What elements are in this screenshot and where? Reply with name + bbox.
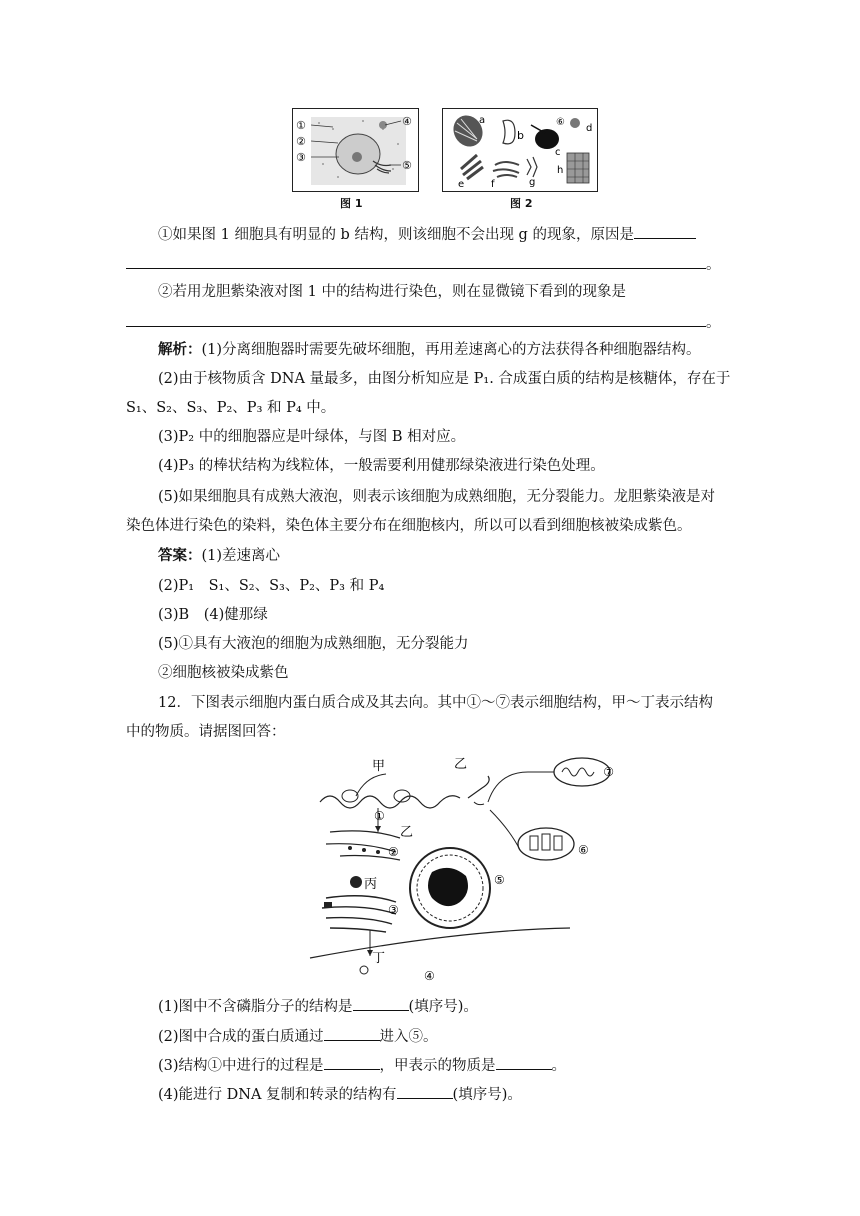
fig2-label-b: b [517, 129, 524, 142]
diagram-label-5: ⑤ [494, 873, 505, 887]
diagram-label-yi-top: 乙 [454, 757, 468, 772]
answer-label: 答案： [158, 547, 202, 564]
question-line [158, 224, 696, 245]
fig1-label-1: ① [296, 119, 306, 132]
answer-line [158, 546, 280, 566]
question-line [126, 312, 721, 333]
question-text: ，甲表示的物质是 [379, 1058, 496, 1074]
diagram-label-1: ① [374, 809, 385, 823]
question-text: (填序号)。 [452, 1087, 522, 1103]
diagram-label-6: ⑥ [578, 843, 589, 857]
answer-blank [634, 224, 696, 239]
analysis-line [158, 340, 701, 360]
answer-line: (3)B (4)健那绿 [158, 607, 268, 623]
question-text: (2)图中合成的蛋白质通过 [158, 1029, 324, 1045]
figure-1-caption: 图 1 [340, 197, 363, 210]
question-12-intro: 12．下图表示细胞内蛋白质合成及其去向。其中①～⑦表示细胞结构，甲～丁表示结构 [158, 695, 713, 711]
analysis-line: S₁、S₂、S₃、P₂、P₃ 和 P₄ 中。 [126, 400, 336, 416]
question-text: 。 [706, 257, 721, 273]
question-12-item [158, 1084, 522, 1105]
protein-synthesis-diagram [300, 752, 620, 982]
organelle-diagram-figure-2 [443, 109, 597, 191]
diagram-label-ding: 丁 [372, 951, 386, 966]
diagram-label-3: ③ [388, 903, 399, 917]
answer-blank [397, 1084, 453, 1099]
analysis-line: (4)P₃ 的棒状结构为线粒体，一般需要利用健那绿染液进行染色处理。 [158, 458, 605, 474]
analysis-line: (2)由于核物质含 DNA 量最多，由图分析知应是 P₁. 合成蛋白质的结构是核糖体，存在于 [158, 371, 731, 387]
question-line [126, 254, 721, 275]
question-12-item [158, 1026, 438, 1047]
diagram-label-jia: 甲 [372, 759, 386, 774]
answer-blank [496, 1055, 552, 1070]
answer-line: (5)①具有大液泡的细胞为成熟细胞，无分裂能力 [158, 636, 469, 652]
question-text: (4)能进行 DNA 复制和转录的结构有 [158, 1087, 397, 1103]
fig1-label-4: ④ [402, 115, 412, 128]
fig1-label-2: ② [296, 135, 306, 148]
question-text: ②若用龙胆紫染液对图 1 中的结构进行染色，则在显微镜下看到的现象是 [158, 284, 626, 300]
answer-blank [324, 1055, 380, 1070]
fig1-label-5: ⑤ [402, 159, 412, 172]
answer-blank [353, 996, 409, 1011]
answer-blank [324, 1026, 380, 1041]
question-text: 进入⑤。 [379, 1029, 438, 1045]
analysis-line: 染色体进行染色的染料，染色体主要分布在细胞核内，所以可以看到细胞核被染成紫色。 [126, 518, 692, 534]
answer-text: (1)差速离心 [201, 548, 281, 564]
question-12-intro: 中的物质。请据图回答： [126, 724, 286, 740]
question-text: (1)图中不含磷脂分子的结构是 [158, 999, 353, 1015]
fig2-label-d: d [586, 123, 593, 134]
diagram-label-4: ④ [424, 969, 435, 982]
analysis-line: (3)P₂ 中的细胞器应是叶绿体，与图 B 相对应。 [158, 429, 466, 445]
question-text: (填序号)。 [408, 999, 478, 1015]
question-text: ①如果图 1 细胞具有明显的 b 结构，则该细胞不会出现 g 的现象，原因是 [158, 227, 634, 243]
analysis-line: (5)如果细胞具有成熟大液泡，则表示该细胞为成熟细胞，无分裂能力。龙胆紫染液是对 [158, 489, 716, 505]
answer-line: (2)P₁ S₁、S₂、S₃、P₂、P₃ 和 P₄ [158, 578, 385, 594]
fig2-label-g: g [529, 177, 536, 188]
answer-blank [126, 312, 706, 327]
question-text: (3)结构①中进行的过程是 [158, 1058, 324, 1074]
fig2-label-e: e [458, 179, 465, 190]
analysis-text: (1)分离细胞器时需要先破坏细胞，再用差速离心的方法获得各种细胞器结构。 [201, 342, 701, 358]
question-text: 。 [551, 1058, 567, 1074]
diagram-label-bing: 丙 [364, 877, 378, 892]
question-12-item [158, 996, 478, 1017]
figure-2 [442, 108, 598, 192]
fig2-label-h: h [557, 165, 564, 176]
question-text: 。 [706, 315, 721, 331]
fig2-label-c: c [555, 147, 561, 158]
figure-1 [292, 108, 419, 192]
cell-diagram-figure-1 [293, 109, 418, 191]
diagram-label-yi: 乙 [400, 825, 414, 840]
analysis-label: 解析： [158, 341, 202, 358]
answer-blank [126, 254, 706, 269]
question-12-item [158, 1055, 566, 1076]
fig2-label-f: f [491, 179, 495, 190]
figure-2-caption: 图 2 [510, 197, 533, 210]
diagram-label-7: ⑦ [603, 765, 614, 779]
fig2-label-a: a [479, 115, 486, 126]
question-line [158, 282, 626, 302]
fig2-label-6: ⑥ [556, 117, 565, 128]
fig1-label-3: ③ [296, 151, 306, 164]
answer-line: ②细胞核被染成紫色 [158, 665, 289, 681]
diagram-label-2: ② [388, 845, 399, 859]
